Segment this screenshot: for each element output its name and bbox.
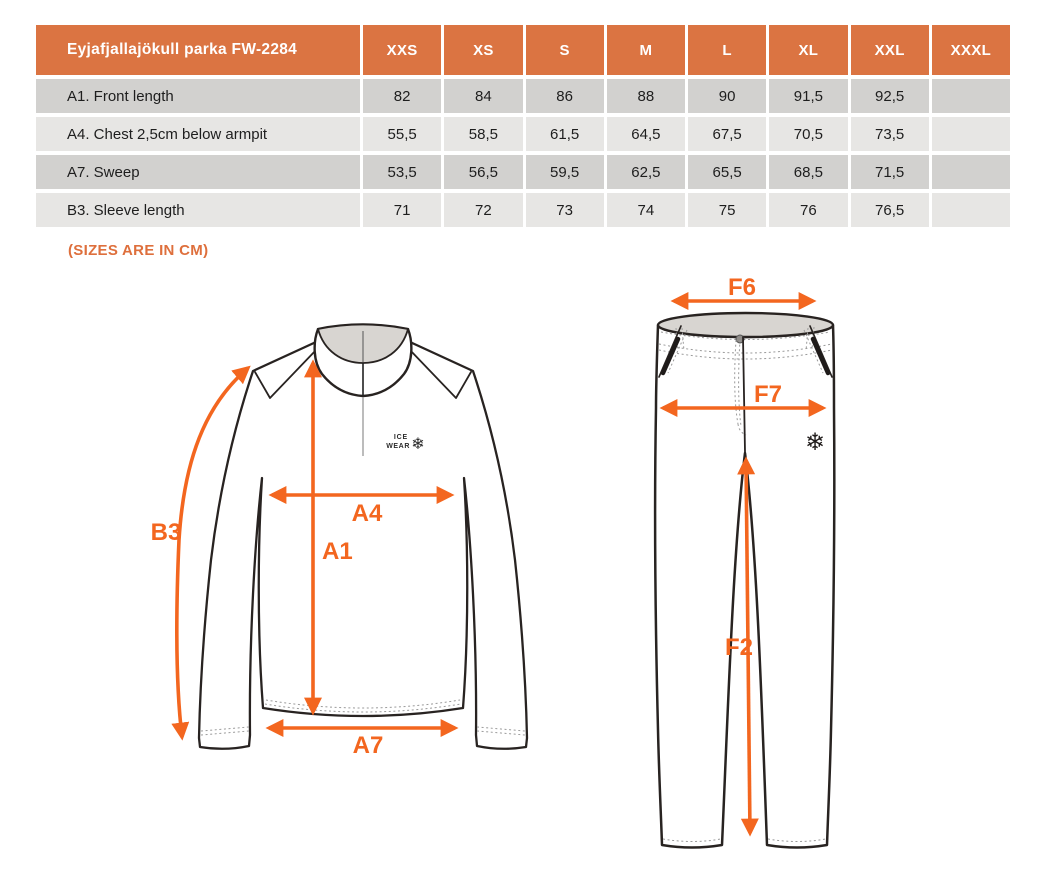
- size-header-xxxl: XXXL: [932, 25, 1010, 75]
- f6-label: F6: [727, 278, 757, 301]
- product-title: Eyjafjallajökull parka FW-2284: [36, 25, 360, 75]
- cell: 84: [444, 79, 522, 113]
- b3-label: B3: [150, 519, 182, 546]
- a1-label: A1: [322, 538, 353, 565]
- pants-diagram: [640, 278, 950, 863]
- cell: 76,5: [851, 193, 929, 227]
- snowflake-icon: ❄: [411, 436, 425, 453]
- cell: 71: [363, 193, 441, 227]
- cell: 75: [688, 193, 766, 227]
- cell: 88: [607, 79, 685, 113]
- jacket-diagram: [145, 300, 585, 770]
- cell: 62,5: [607, 155, 685, 189]
- f2-label: F2: [724, 634, 754, 661]
- size-header-m: M: [607, 25, 685, 75]
- cell: 86: [526, 79, 604, 113]
- cell: 82: [363, 79, 441, 113]
- cell: 70,5: [769, 117, 847, 151]
- cell: 73: [526, 193, 604, 227]
- row-label: A1. Front length: [36, 79, 360, 113]
- cell: [932, 79, 1010, 113]
- row-label: B3. Sleeve length: [36, 193, 360, 227]
- cell: 65,5: [688, 155, 766, 189]
- waist-opening: [658, 313, 833, 337]
- cell: 72: [444, 193, 522, 227]
- cell: 73,5: [851, 117, 929, 151]
- cell: 90: [688, 79, 766, 113]
- cell: 68,5: [769, 155, 847, 189]
- cell: 64,5: [607, 117, 685, 151]
- icewear-logo-text: ICE: [393, 434, 408, 441]
- size-header-xxs: XXS: [363, 25, 441, 75]
- cell: 71,5: [851, 155, 929, 189]
- size-header-xs: XS: [444, 25, 522, 75]
- cell: 59,5: [526, 155, 604, 189]
- cell: 76: [769, 193, 847, 227]
- sizes-in-cm-note: (SIZES ARE IN CM): [68, 242, 209, 259]
- cell: 91,5: [769, 79, 847, 113]
- cell: 61,5: [526, 117, 604, 151]
- f7-label: F7: [753, 381, 783, 408]
- a4-label: A4: [351, 500, 383, 527]
- cell: 74: [607, 193, 685, 227]
- size-table: [36, 25, 1010, 227]
- cell: [932, 155, 1010, 189]
- size-header-s: S: [526, 25, 604, 75]
- size-header-xl: XL: [769, 25, 847, 75]
- icewear-logo-text: WEAR: [386, 443, 410, 450]
- cell: 56,5: [444, 155, 522, 189]
- size-header-l: L: [688, 25, 766, 75]
- cell: 53,5: [363, 155, 441, 189]
- a7-label: A7: [352, 732, 384, 759]
- cell: [932, 117, 1010, 151]
- row-label: A4. Chest 2,5cm below armpit: [36, 117, 360, 151]
- row-label: A7. Sweep: [36, 155, 360, 189]
- cell: [932, 193, 1010, 227]
- snowflake-icon: ❄: [804, 429, 826, 456]
- cell: 58,5: [444, 117, 522, 151]
- size-header-xxl: XXL: [851, 25, 929, 75]
- cell: 92,5: [851, 79, 929, 113]
- cell: 55,5: [363, 117, 441, 151]
- cell: 67,5: [688, 117, 766, 151]
